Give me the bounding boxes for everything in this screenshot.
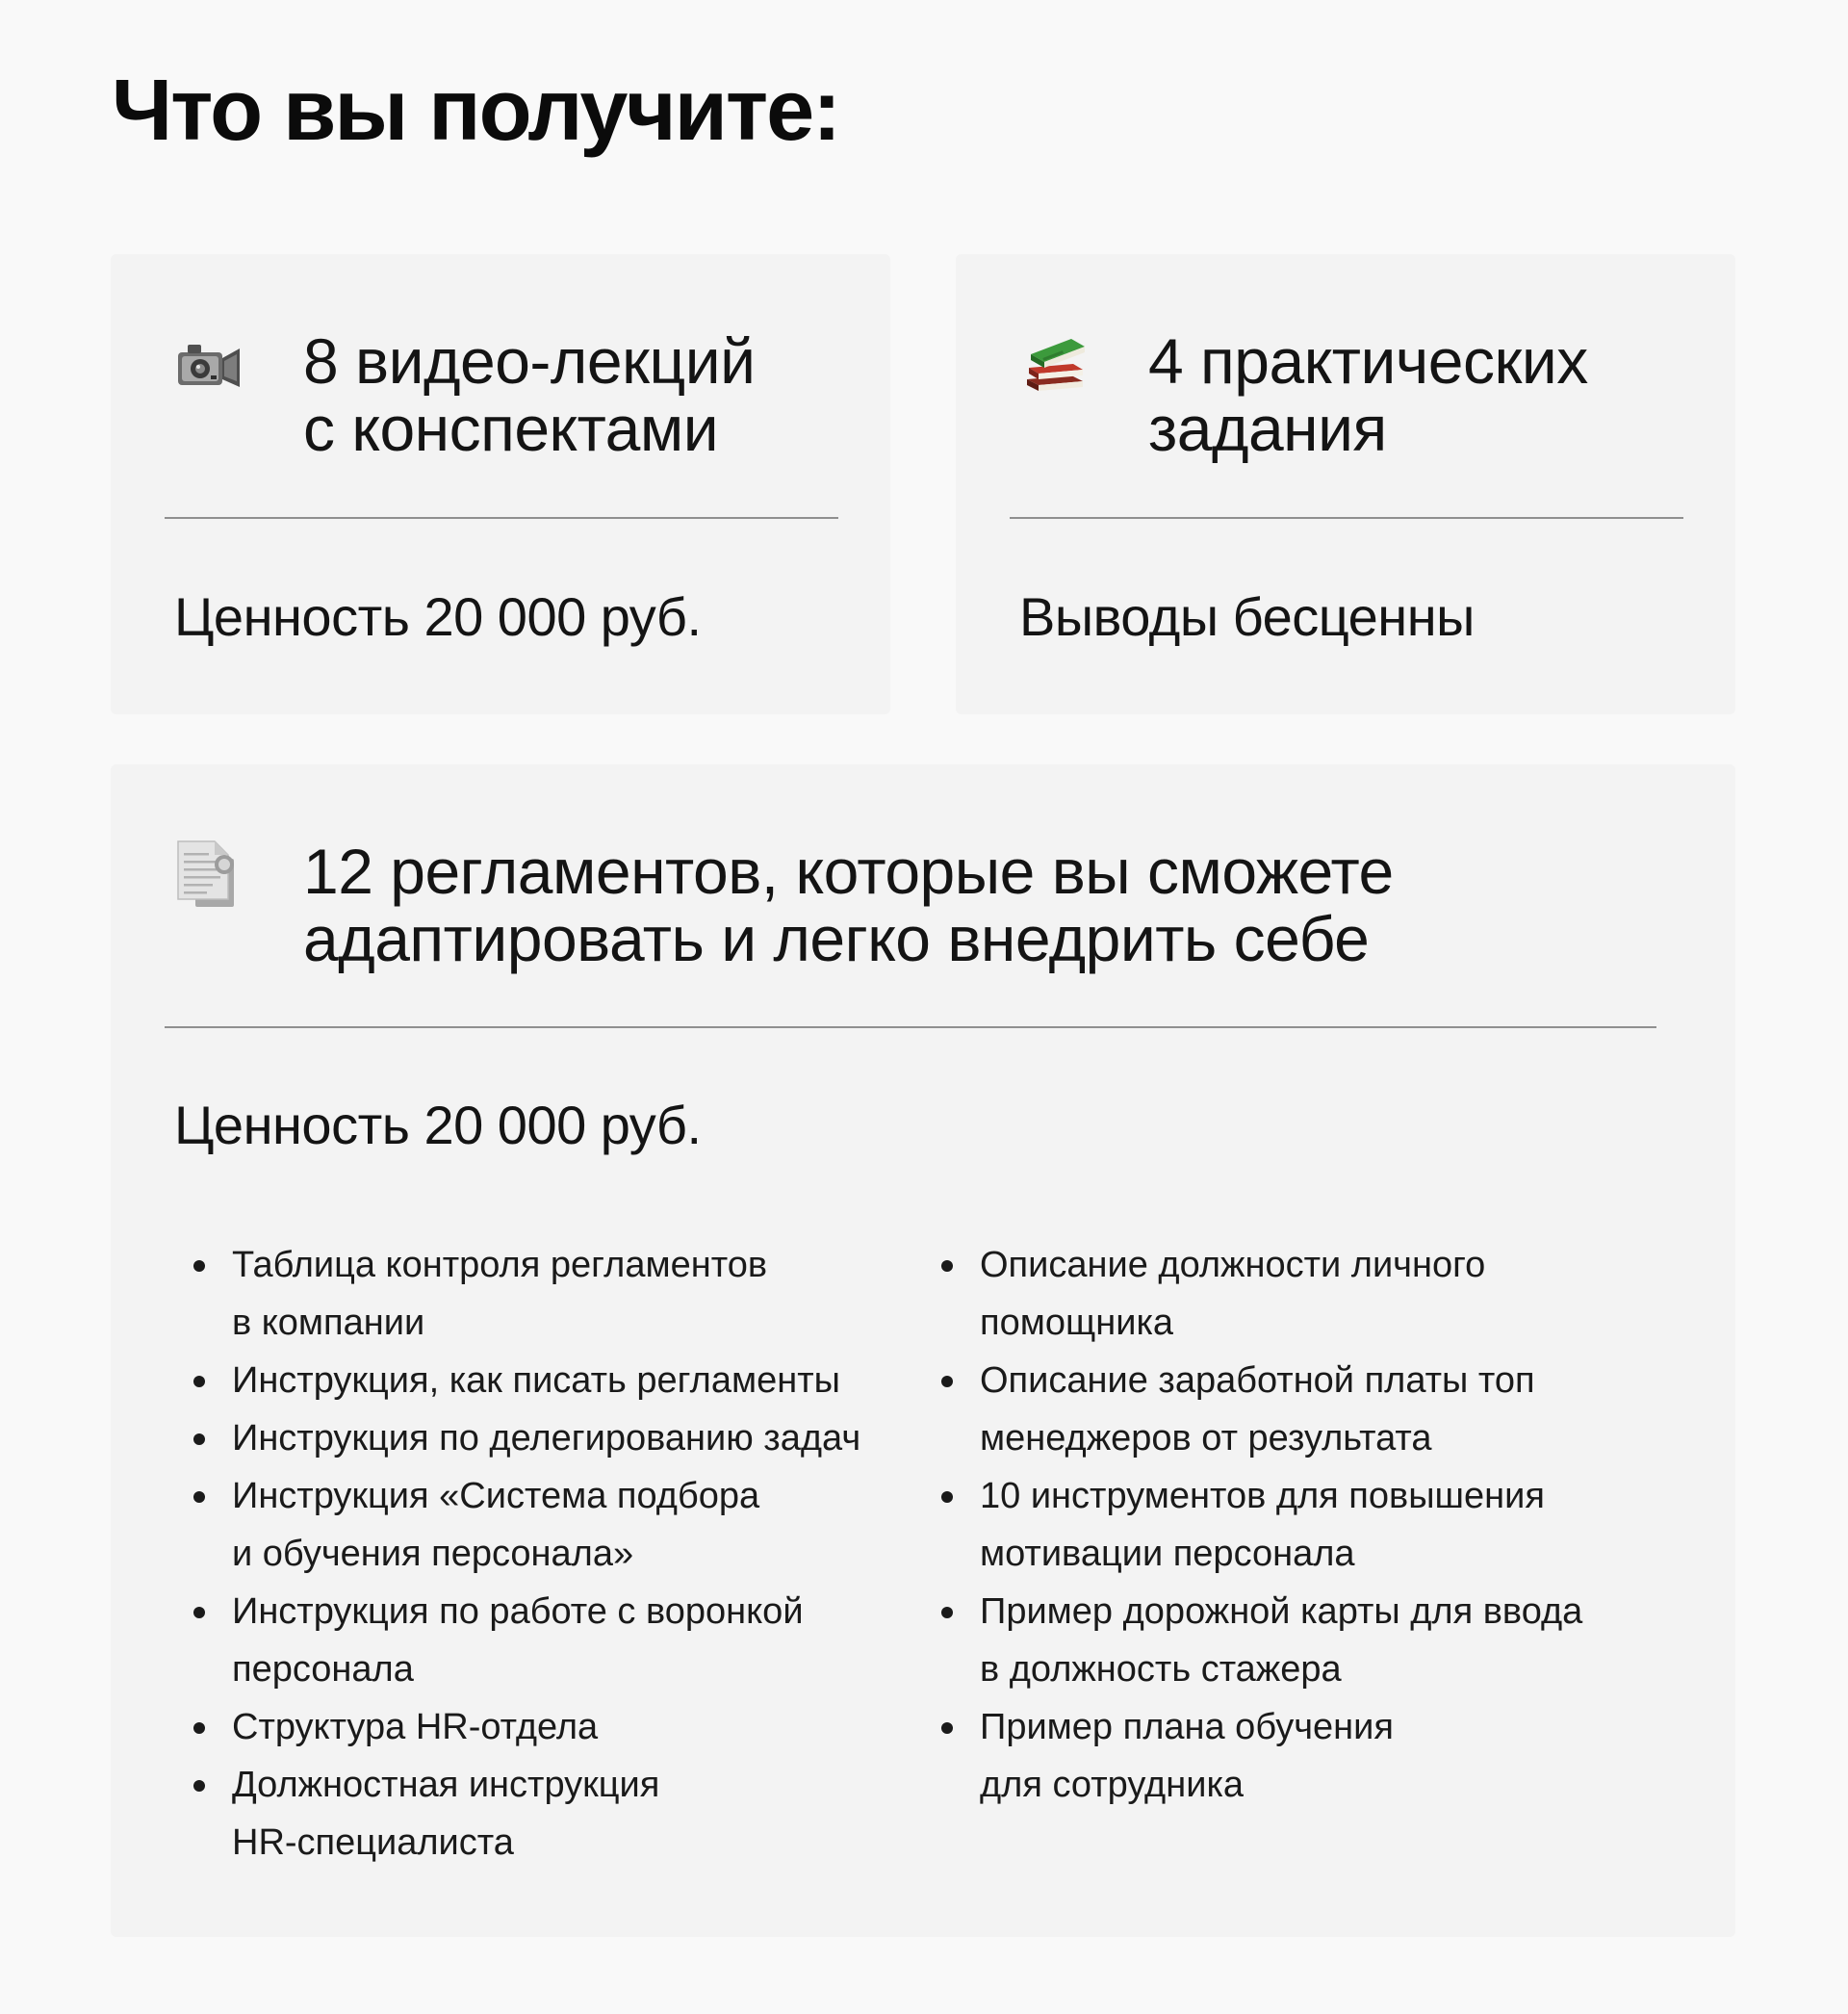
page-title: Что вы получите:	[112, 63, 840, 159]
list-item-line: Должностная инструкция	[232, 1765, 660, 1805]
list-item	[941, 1698, 1615, 1814]
list-item-line: менеджеров от результата	[980, 1418, 1432, 1459]
video-lectures-card	[111, 254, 890, 714]
list-item	[193, 1467, 867, 1583]
list-item-line: Пример дорожной карты для ввода	[980, 1591, 1583, 1632]
list-item-line: HR-специалиста	[232, 1822, 514, 1863]
regulations-value: Ценность 20 000 руб.	[174, 1095, 702, 1155]
list-item-line: Описание должности личного	[980, 1245, 1486, 1285]
regulations-title	[303, 838, 1394, 972]
practical-tasks-value: Выводы бесценны	[1019, 586, 1475, 647]
practical-tasks-title-line: задания	[1148, 393, 1387, 464]
list-item	[193, 1236, 867, 1352]
list-item	[193, 1583, 867, 1698]
regulations-card	[111, 764, 1735, 1937]
video-lectures-value: Ценность 20 000 руб.	[174, 586, 702, 647]
books-icon	[1019, 329, 1089, 399]
list-item-line: 10 инструментов для повышения	[980, 1476, 1545, 1516]
list-item-line: в должность стажера	[980, 1649, 1342, 1690]
practical-tasks-title-line: 4 практических	[1148, 325, 1588, 397]
list-item-line: Инструкция по делегированию задач	[232, 1418, 861, 1459]
list-item-line: и обучения персонала»	[232, 1534, 634, 1574]
list-item-line: Инструкция «Система подбора	[232, 1476, 760, 1516]
regulations-title-line: 12 регламентов, которые вы сможете	[303, 836, 1394, 907]
list-item-line: Описание заработной платы топ	[980, 1360, 1535, 1401]
list-item-line: в компании	[232, 1303, 425, 1343]
list-item	[941, 1352, 1615, 1467]
video-lectures-title-line: с конспектами	[303, 393, 719, 464]
regulations-list-left	[193, 1236, 867, 1872]
regulations-title-line: адаптировать и легко внедрить себе	[303, 903, 1370, 974]
list-item-line: мотивации персонала	[980, 1534, 1355, 1574]
card-divider	[1010, 517, 1683, 519]
document-icon	[174, 839, 244, 909]
practical-tasks-card	[956, 254, 1735, 714]
list-item-line: помощника	[980, 1303, 1174, 1343]
regulations-list-right	[941, 1236, 1615, 1814]
list-item-line: Пример плана обучения	[980, 1707, 1394, 1747]
list-item-line: Структура HR-отдела	[232, 1707, 599, 1747]
list-item-line: для сотрудника	[980, 1765, 1245, 1805]
card-divider	[165, 517, 838, 519]
practical-tasks-title	[1148, 327, 1588, 462]
video-lectures-title	[303, 327, 756, 462]
list-item-line: Инструкция по работе с воронкой	[232, 1591, 804, 1632]
list-item	[193, 1698, 867, 1756]
list-item	[193, 1756, 867, 1872]
list-item	[941, 1583, 1615, 1698]
list-item	[193, 1409, 867, 1467]
video-camera-icon	[174, 329, 244, 399]
list-item	[941, 1236, 1615, 1352]
list-item-line: Таблица контроля регламентов	[232, 1245, 768, 1285]
video-lectures-title-line: 8 видео-лекций	[303, 325, 756, 397]
list-item-line: персонала	[232, 1649, 414, 1690]
list-item-line: Инструкция, как писать регламенты	[232, 1360, 840, 1401]
list-item	[941, 1467, 1615, 1583]
list-item	[193, 1352, 867, 1409]
card-divider	[165, 1026, 1656, 1028]
